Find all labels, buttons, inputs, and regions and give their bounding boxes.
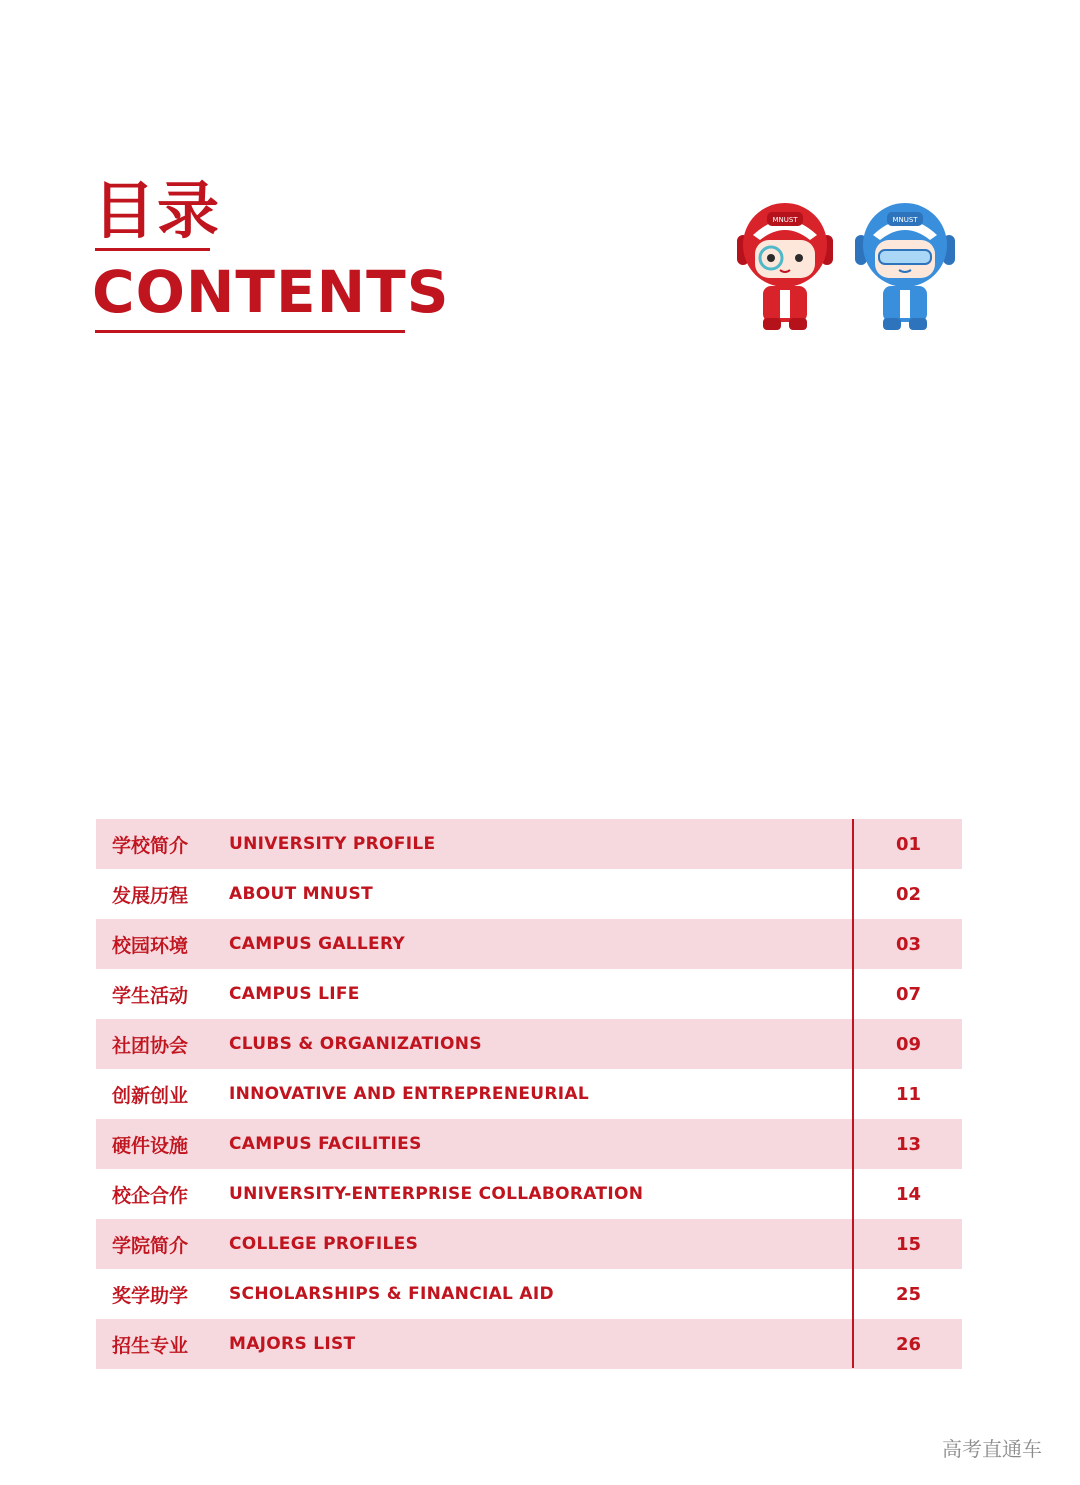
toc-row[interactable] <box>96 1219 962 1269</box>
toc-title-en: INNOVATIVE AND ENTREPRENEURIAL <box>229 1084 589 1104</box>
toc-page-number: 11 <box>896 1083 922 1105</box>
toc-title-en: SCHOLARSHIPS & FINANCIAL AID <box>229 1284 554 1304</box>
toc-row[interactable] <box>96 869 962 919</box>
toc-page-number: 03 <box>896 933 922 955</box>
toc-page-number: 07 <box>896 983 922 1005</box>
blue-mascot-badge-text: MNUST <box>892 216 918 224</box>
toc-title-en: CLUBS & ORGANIZATIONS <box>229 1034 482 1054</box>
toc-title-cn: 学校简介 <box>112 834 189 857</box>
toc-page-number: 26 <box>896 1333 922 1355</box>
toc-title-en: UNIVERSITY-ENTERPRISE COLLABORATION <box>229 1184 644 1204</box>
toc-title-cn: 发展历程 <box>112 884 189 907</box>
title-en-underline <box>95 330 405 333</box>
toc-row[interactable] <box>96 1019 962 1069</box>
toc-title-cn: 社团协会 <box>112 1034 189 1057</box>
toc-row[interactable] <box>96 1119 962 1169</box>
toc-title-en: CAMPUS FACILITIES <box>229 1134 422 1154</box>
mascot-illustration <box>725 200 970 335</box>
toc-page-number: 01 <box>896 833 922 855</box>
toc-page-number: 02 <box>896 883 922 905</box>
page-title-en: CONTENTS <box>92 258 450 326</box>
toc-title-cn: 创新创业 <box>112 1084 189 1107</box>
toc-page-number: 14 <box>896 1183 922 1205</box>
toc-row[interactable] <box>96 1319 962 1369</box>
toc-page-number: 13 <box>896 1133 922 1155</box>
page-number-divider <box>852 819 854 1368</box>
toc-title-cn: 学生活动 <box>112 984 189 1007</box>
toc-title-cn: 学院简介 <box>112 1234 189 1257</box>
toc-title-en: MAJORS LIST <box>229 1334 356 1354</box>
toc-title-cn: 校企合作 <box>112 1184 189 1207</box>
toc-row[interactable] <box>96 919 962 969</box>
toc-row[interactable] <box>96 969 962 1019</box>
red-mascot-badge-text: MNUST <box>772 216 798 224</box>
watermark: 高考直通车 <box>942 1437 1042 1461</box>
toc-title-en: UNIVERSITY PROFILE <box>229 834 436 854</box>
toc-page-number: 15 <box>896 1233 922 1255</box>
blue-mascot-icon <box>855 203 955 330</box>
page-title-cn: 目录 <box>93 174 222 247</box>
toc-row[interactable] <box>96 1069 962 1119</box>
toc-row[interactable] <box>96 819 962 869</box>
toc-title-cn: 招生专业 <box>112 1334 189 1357</box>
toc-title-en: CAMPUS LIFE <box>229 984 360 1004</box>
toc-page-number: 25 <box>896 1283 922 1305</box>
toc-row[interactable] <box>96 1269 962 1319</box>
red-mascot-icon <box>737 203 833 330</box>
toc-title-cn: 校园环境 <box>112 934 189 957</box>
toc-title-en: COLLEGE PROFILES <box>229 1234 419 1254</box>
toc-title-en: ABOUT MNUST <box>229 884 373 904</box>
toc-page-number: 09 <box>896 1033 922 1055</box>
toc-title-cn: 硬件设施 <box>112 1134 189 1157</box>
toc-title-en: CAMPUS GALLERY <box>229 934 406 954</box>
title-cn-underline <box>95 248 210 251</box>
table-of-contents <box>96 819 962 1369</box>
toc-title-cn: 奖学助学 <box>112 1284 189 1307</box>
toc-row[interactable] <box>96 1169 962 1219</box>
